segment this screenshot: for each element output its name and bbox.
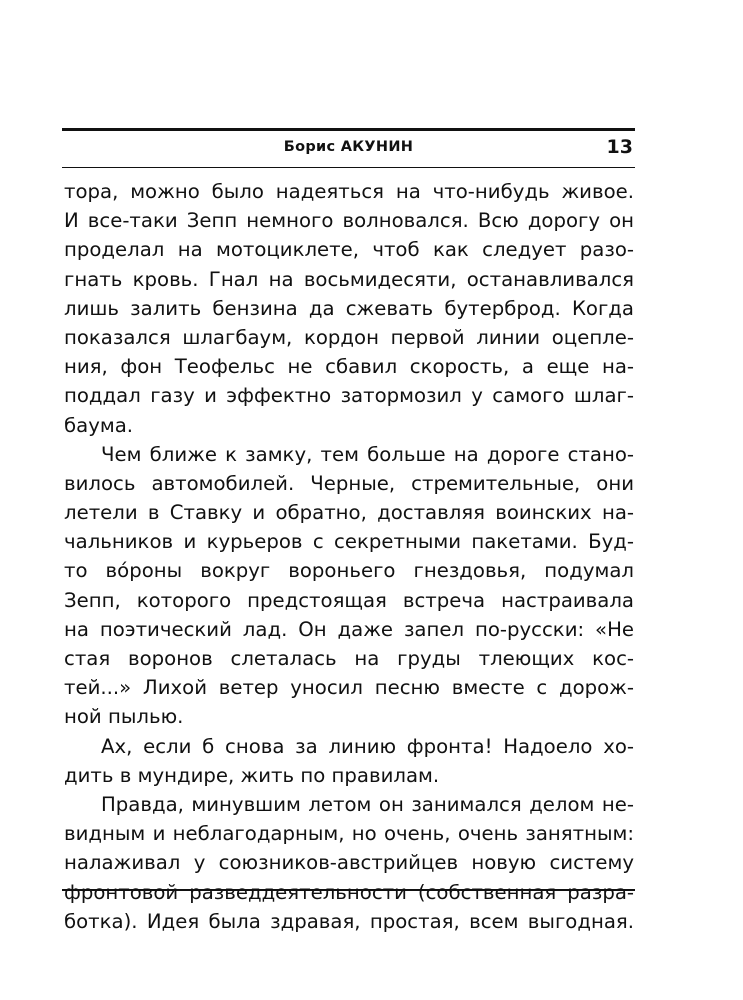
text-line: на поэтический лад. Он даже запел по-русски: «Не [64,617,634,641]
text-line: видным и неблагодарным, но очень, очень занятным: [64,822,634,846]
text-line: то во́роны вокруг вороньего гнездовья, подумал [64,559,634,583]
footer-rule [62,889,635,891]
text-line: ния, фон Теофельс не сбавил скорость, а еще на- [64,355,634,379]
text-line: фронтовой разведдеятельности (собственная разра- [64,880,634,904]
text-line: поддал газу и эффектно затормозил у самого шлаг- [64,384,634,408]
text-line: дить в мундире, жить по правилам. [64,763,440,787]
text-line: Правда, минувшим летом он занимался делом не- [101,792,634,816]
text-line: гнать кровь. Гнал на восьмидесяти, останавливался [64,267,634,291]
text-line: вилось автомобилей. Черные, стремительные, они [64,471,634,495]
text-line: ной пылью. [64,705,184,729]
text-line: Чем ближе к замку, тем больше на дороге стано- [101,442,634,466]
text-line: летели в Ставку и обратно, доставляя воинских на- [64,501,634,525]
text-line: налаживал у союзников-австрийцев новую систему [64,851,634,875]
text-line: баума. [64,413,134,437]
text-line: стая воронов слеталась на груды тлеющих кос- [64,647,634,670]
text-line: Зепп, которого предстоящая встреча настраивала [64,588,634,612]
text-line: проделал на мотоциклете, чтоб как следует разо- [64,238,634,262]
body-text [64,177,634,936]
running-header [62,128,635,168]
text-line: тора, можно было надеяться на что-нибудь живое. [64,180,634,203]
text-line: лишь залить бензина да сжевать бутерброд. Когда [64,296,634,320]
text-line: И все-таки Зепп немного волновался. Всю дорогу он [64,209,634,233]
text-line: чальников и курьеров с секретными пакетами. Буд- [64,530,634,554]
text-line: ботка). Идея была здравая, простая, всем выгодная. [64,909,634,933]
page-number: 13 [606,136,633,158]
text-line: показался шлагбаум, кордон первой линии оцепле- [64,325,634,349]
text-line: Ах, если б снова за линию фронта! Надоело хо- [101,734,634,758]
text-line: тей...» Лихой ветер уносил песню вместе с дорож- [64,676,634,700]
header-author: Борис АКУНИН [283,139,414,155]
